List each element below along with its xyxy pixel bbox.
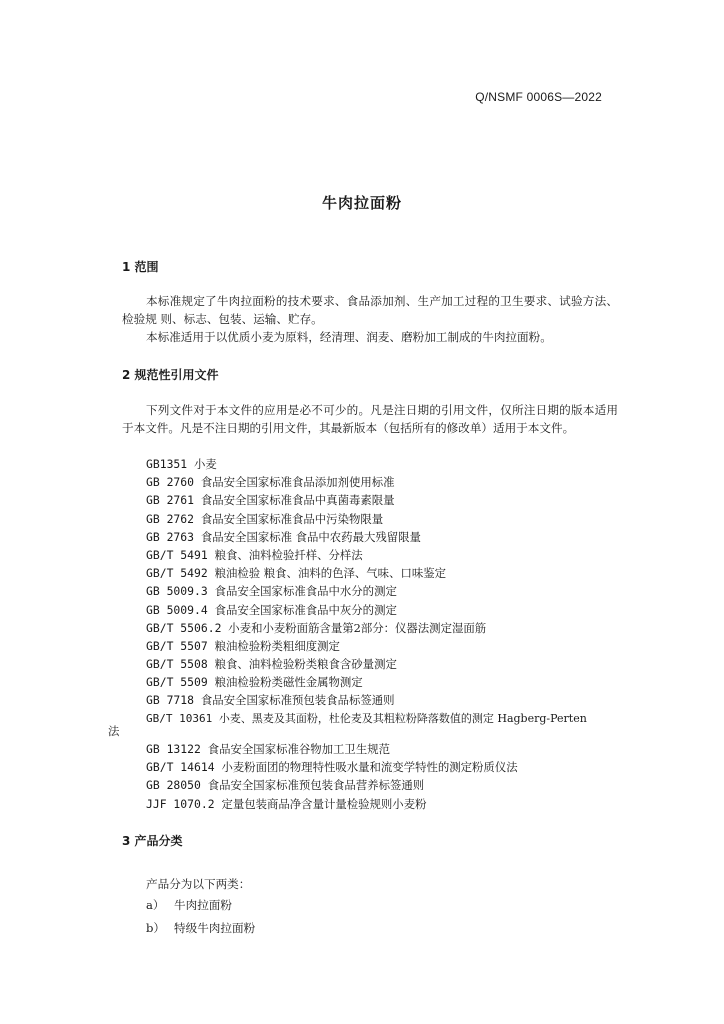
reference-title: 粮食、油料检验扦样、分样法: [214, 547, 363, 562]
reference-item: [146, 776, 518, 794]
reference-title: 小麦、黑麦及其面粉，杜伦麦及其粗粒粉降落数值的测定 Hagberg-Perten: [218, 711, 587, 725]
reference-item: [146, 637, 587, 655]
reference-item: [146, 528, 587, 546]
reference-title: 食品安全国家标准食品添加剂使用标准: [200, 475, 395, 490]
reference-code: GB/T 5492: [146, 566, 208, 581]
reference-item: [146, 473, 587, 491]
reference-code: GB/T 5508: [146, 657, 208, 672]
reference-title: 食品安全国家标准食品中灰分的测定: [214, 602, 397, 617]
reference-code: GB/T 5509: [146, 675, 208, 690]
section-heading-classification: 3 产品分类: [122, 834, 183, 848]
reference-title: 粮油检验粉类磁性金属物测定: [214, 675, 363, 690]
reference-code: JJF 1070.2: [146, 796, 215, 811]
reference-item: [146, 546, 587, 564]
reference-code: GB 7718: [146, 693, 195, 708]
reference-title: 粮油检验粉类粗细度测定: [214, 638, 340, 653]
reference-code: GB/T 14614: [146, 760, 215, 775]
scope-paragraph-1: 本标准规定了牛肉拉面粉的技术要求、食品添加剂、生产加工过程的卫生要求、试验方法、检验规 则、标志、包装、运输、贮存。: [122, 294, 618, 326]
reference-title: 食品安全国家标准食品中污染物限量: [200, 511, 384, 526]
reference-title: 小麦粉面团的物理特性吸水量和流变学特性的测定粉质仪法: [221, 760, 518, 775]
reference-code: GB 13122: [146, 742, 201, 756]
item-label: b）: [146, 921, 166, 935]
reference-item: [146, 710, 587, 728]
item-text: 特级牛肉拉面粉: [174, 921, 256, 935]
reference-code: GB/T 5506.2: [146, 620, 222, 635]
reference-item: [146, 601, 587, 619]
reference-code: GB 2762: [146, 511, 195, 526]
reference-code: GB/T 10361: [146, 711, 213, 725]
reference-code: GB/T 5491: [146, 547, 208, 562]
references-intro: 下列文件对于本文件的应用是必不可少的。凡是注日期的引用文件，仅所注日期的版本适用于本文件。凡是不注日期的引用文件，其最新版本（包括所有的修改单）适用于本文件。: [122, 403, 618, 435]
reference-title: 食品安全国家标准预包装食品营养标签通则: [207, 778, 425, 793]
reference-title: 食品安全国家标准食品中真菌毒素限量: [200, 493, 395, 508]
reference-list-continued: [146, 740, 518, 813]
reference-title: 小麦: [194, 457, 217, 471]
reference-item: [146, 691, 587, 709]
standard-code: Q/NSMF 0006S—2022: [475, 90, 602, 104]
reference-code: GB 2761: [146, 493, 195, 508]
reference-title: 定量包装商品净含量计量检验规则小麦粉: [221, 796, 427, 811]
scope-paragraph-2: 本标准适用于以优质小麦为原料，经清理、润麦、磨粉加工制成的牛肉拉面粉。: [146, 330, 552, 344]
classification-item: [146, 897, 232, 913]
reference-item: [146, 510, 587, 528]
reference-item: [146, 655, 587, 673]
reference-wrap-text: 法: [108, 724, 120, 738]
reference-code: GB 2763: [146, 529, 195, 544]
reference-item: [146, 758, 518, 776]
reference-item: [146, 455, 587, 473]
reference-code: GB 5009.3: [146, 584, 208, 599]
reference-title: 食品安全国家标准预包装食品标签通则: [200, 693, 395, 708]
document-title: 牛肉拉面粉: [321, 194, 402, 212]
reference-title: 食品安全国家标准食品中水分的测定: [214, 584, 397, 599]
reference-title: 粮食、油料检验粉类粮食含砂量测定: [214, 657, 397, 672]
reference-title: 食品安全国家标准 食品中农药最大残留限量: [200, 529, 421, 544]
item-text: 牛肉拉面粉: [174, 898, 232, 912]
reference-code: GB 5009.4: [146, 602, 208, 617]
reference-code: GB/T 5507: [146, 638, 208, 653]
reference-code: GB 2760: [146, 475, 195, 490]
reference-item: [146, 673, 587, 691]
reference-title: 粮油检验 粮食、油料的色泽、气味、口味鉴定: [214, 566, 447, 581]
section-heading-references: 2 规范性引用文件: [122, 368, 219, 382]
section-heading-scope: 1 范围: [122, 260, 159, 274]
reference-item: [146, 619, 587, 637]
reference-item: [146, 740, 518, 758]
reference-title: 食品安全国家标准谷物加工卫生规范: [207, 742, 390, 756]
reference-title: 小麦和小麦粉面筋含量第2部分：仪器法测定湿面筋: [228, 620, 487, 635]
reference-item: [146, 582, 587, 600]
reference-item: [146, 564, 587, 582]
classification-item: [146, 920, 255, 936]
reference-item: [146, 795, 518, 813]
reference-code: GB 28050: [146, 778, 201, 793]
reference-item: [146, 491, 587, 509]
reference-code: GB1351: [146, 457, 188, 471]
item-label: a）: [146, 898, 165, 912]
reference-list: [146, 455, 587, 728]
classification-intro: 产品分为以下两类：: [146, 877, 251, 891]
